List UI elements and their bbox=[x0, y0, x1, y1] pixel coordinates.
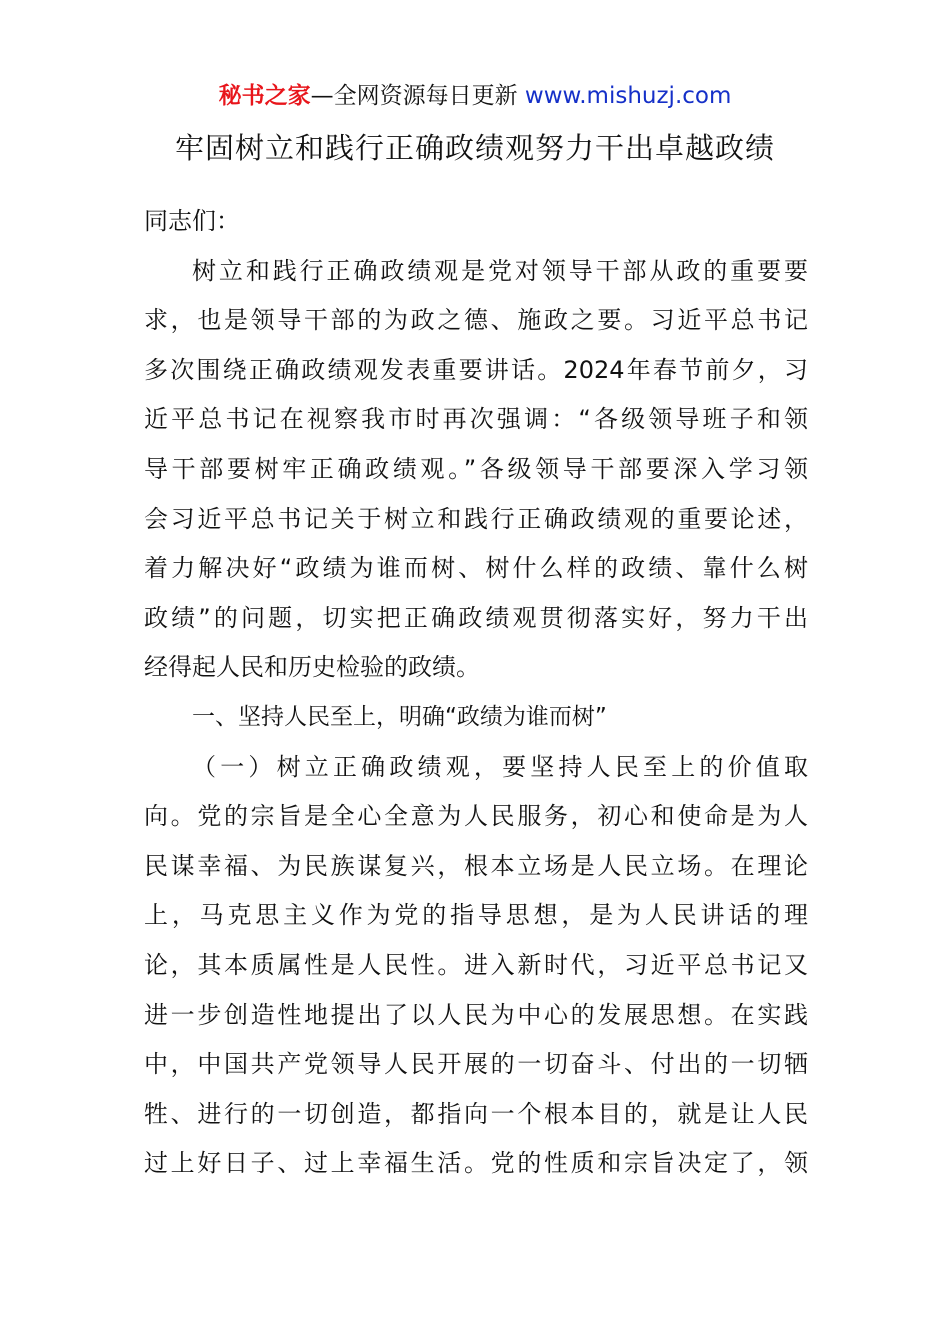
site-url-link[interactable]: www.mishuzj.com bbox=[524, 83, 732, 109]
document-body bbox=[144, 197, 808, 1189]
paragraph-line: 进一步创造性地提出了以人民为中心的发展思想。在实践 bbox=[144, 1000, 808, 1029]
paragraph-line: 上，马克思主义作为党的指导思想，是为人民讲话的理 bbox=[144, 901, 808, 930]
paragraph-line: 导干部要树牢正确政绩观。”各级领导干部要深入学习领 bbox=[144, 454, 808, 483]
paragraph-1 bbox=[144, 247, 808, 693]
paragraph-line: 民谋幸福、为民族谋复兴，根本立场是人民立场。在理论 bbox=[144, 851, 808, 880]
paragraph-line: 过上好日子、过上幸福生活。党的性质和宗旨决定了，领 bbox=[144, 1149, 808, 1178]
paragraph-line: 中，中国共产党领导人民开展的一切奋斗、付出的一切牺 bbox=[144, 1050, 808, 1079]
paragraph-line: 向。党的宗旨是全心全意为人民服务，初心和使命是为人 bbox=[144, 802, 808, 831]
paragraph-line: 论，其本质属性是人民性。进入新时代，习近平总书记又 bbox=[144, 950, 808, 979]
salutation: 同志们： bbox=[144, 207, 240, 235]
paragraph-line: 政绩”的问题，切实把正确政绩观贯彻落实好，努力干出 bbox=[144, 603, 808, 632]
section-heading: 一、坚持人民至上，明确“政绩为谁而树” bbox=[192, 703, 607, 730]
paragraph-line: 多次围绕正确政绩观发表重要讲话。2024年春节前夕，习 bbox=[144, 355, 808, 384]
brand-name: 秘书之家 bbox=[218, 83, 311, 109]
paragraph-line: 树立和践行正确政绩观是党对领导干部从政的重要要 bbox=[192, 256, 808, 285]
paragraph-line: 着力解决好“政绩为谁而树、树什么样的政绩、靠什么树 bbox=[144, 554, 808, 583]
paragraph-2 bbox=[144, 743, 808, 1189]
banner-tagline: —全网资源每日更新 bbox=[310, 83, 525, 109]
paragraph-line: （一）树立正确政绩观，要坚持人民至上的价值取 bbox=[192, 752, 808, 781]
paragraph-line: 求，也是领导干部的为政之德、施政之要。习近平总书记 bbox=[144, 306, 808, 335]
site-banner bbox=[0, 80, 950, 112]
paragraph-line: 会习近平总书记关于树立和践行正确政绩观的重要论述， bbox=[144, 504, 808, 533]
paragraph-line: 经得起人民和历史检验的政绩。 bbox=[144, 653, 480, 682]
document-title: 牢固树立和践行正确政绩观努力干出卓越政绩 bbox=[174, 131, 775, 165]
paragraph-line: 近平总书记在视察我市时再次强调：“各级领导班子和领 bbox=[144, 405, 808, 434]
paragraph-line: 牲、进行的一切创造，都指向一个根本目的，就是让人民 bbox=[144, 1099, 808, 1128]
